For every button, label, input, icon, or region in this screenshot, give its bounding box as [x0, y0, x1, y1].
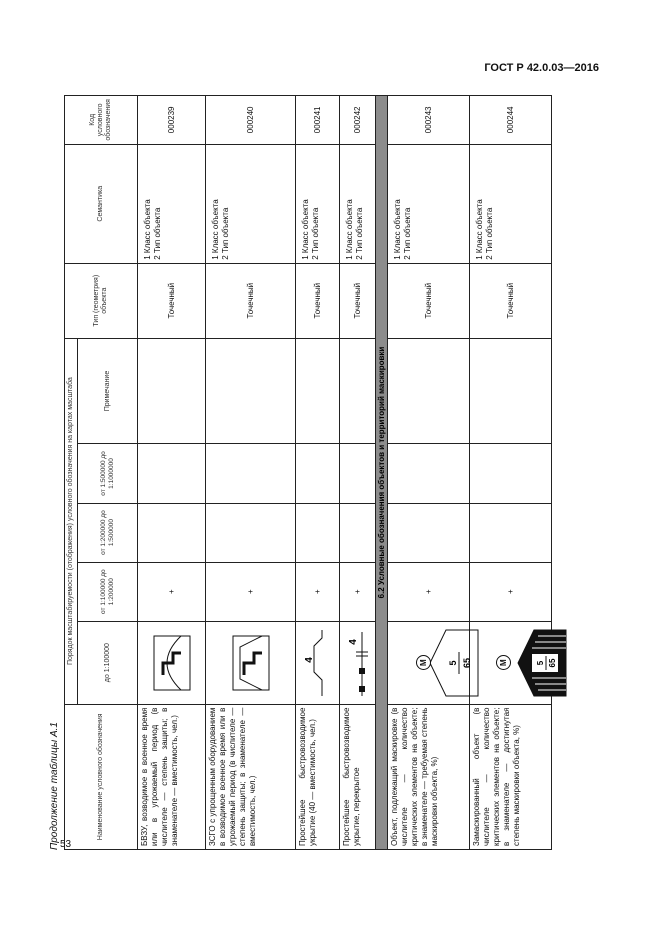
sem-line-1: 1 Класс объекта — [393, 199, 403, 260]
row-code: 000240 — [206, 96, 296, 145]
sem-line-2: 2 Тип объекта — [354, 207, 364, 260]
row-name: Замаскированный объект (в числителе — количество критических элементов на объекте; в знаменателе — достигнутая степень маскировки объекта, %) — [470, 704, 552, 849]
row-scale-4 — [470, 444, 552, 503]
header-note: Примечание — [78, 338, 138, 444]
row-type: Точечный — [206, 263, 296, 338]
symbol-camouflage-object — [388, 621, 470, 704]
row-note — [340, 338, 376, 444]
row-code: 000241 — [296, 96, 340, 145]
row-scale-2: + — [388, 562, 470, 621]
row-scale-2: + — [206, 562, 296, 621]
row-name: БВЗУ, возводимое в военное время или в угрожаемый период (в числителе — степень защиты; в знаменателе — вместимость, чел.) — [138, 704, 206, 849]
covered-shelter-icon — [346, 628, 370, 698]
row-semantics — [340, 144, 376, 263]
row-scale-2: + — [470, 562, 552, 621]
table-row — [388, 96, 470, 850]
header-scale-4: от 1:500000 до 1:1000000 — [78, 444, 138, 503]
mask-letter-icon: М — [496, 655, 511, 670]
simplified-shelter-icon — [230, 633, 272, 693]
table-row — [470, 96, 552, 850]
sem-line-2: 2 Тип объекта — [220, 207, 230, 260]
mask-letter-icon: М — [416, 655, 431, 670]
row-scale-3 — [296, 503, 340, 562]
row-note — [470, 338, 552, 444]
table-row — [138, 96, 206, 850]
row-semantics — [296, 144, 340, 263]
rotated-table-area — [49, 95, 604, 850]
row-type: Точечный — [470, 263, 552, 338]
row-scale-2: + — [340, 562, 376, 621]
numerator-label: 5 — [447, 660, 458, 666]
header-code: Код условного обозначения — [65, 96, 138, 145]
row-scale-4 — [340, 444, 376, 503]
row-scale-3 — [470, 503, 552, 562]
header-semantics: Семантика — [65, 144, 138, 263]
row-semantics — [470, 144, 552, 263]
sem-line-2: 2 Тип объекта — [484, 207, 494, 260]
symbol-covered-shelter — [340, 621, 376, 704]
row-name: Простейшее быстровозводимое укрытие (40 — вместимость, чел.) — [296, 704, 340, 849]
section-row — [376, 96, 388, 850]
section-title: 6.2 Условные обозначения объектов и территорий маскировки — [376, 96, 388, 850]
camouflaged-object-icon — [510, 626, 570, 700]
sem-line-2: 2 Тип объекта — [310, 207, 320, 260]
symbol-bvzu — [138, 621, 206, 704]
row-type: Точечный — [340, 263, 376, 338]
shelter-symbol-icon — [151, 633, 193, 693]
symbol-camouflaged-object — [470, 621, 557, 704]
table-row — [340, 96, 376, 850]
table-row — [296, 96, 340, 850]
mask-badge — [496, 625, 512, 701]
shelter-capacity-label: 4 — [347, 638, 359, 645]
row-scale-3 — [388, 503, 470, 562]
row-scale-3 — [206, 503, 296, 562]
row-scale-4 — [388, 444, 470, 503]
row-type: Точечный — [138, 263, 206, 338]
numerator-label: 5 — [535, 660, 545, 665]
row-name: Простейшее быстровозводимое укрытие, перекрытое — [340, 704, 376, 849]
page-number: 53 — [60, 839, 72, 850]
row-note — [388, 338, 470, 444]
row-name: ЗСГО с упрощенным оборудованием в возводимое военное время или в угрожаемый период (в числителе — степень защиты; в знаменателе — вместимость, чел.) — [206, 704, 296, 849]
row-scale-2: + — [296, 562, 340, 621]
trench-shelter-icon — [304, 628, 332, 698]
symbols-table — [64, 95, 557, 850]
header-name: Наименование условного обозначения — [65, 704, 138, 849]
sem-line-1: 1 Класс объекта — [211, 199, 221, 260]
row-scale-2: + — [138, 562, 206, 621]
standard-header: ГОСТ Р 42.0.03—2016 — [484, 62, 599, 74]
sem-line-1: 1 Класс объекта — [475, 199, 485, 260]
denominator-label: 65 — [461, 657, 472, 668]
header-scale-3: от 1:200000 до 1:500000 — [78, 503, 138, 562]
sem-line-1: 1 Класс объекта — [301, 199, 311, 260]
table-caption: Продолжение таблицы А.1 — [49, 722, 60, 850]
row-semantics — [388, 144, 470, 263]
row-name: Объект, подлежащий маскировке (в числителе — количество критических элементов на объекте; в знаменателе — требуемая степень маскировки объекта, %) — [388, 704, 470, 849]
denominator-label: 65 — [547, 658, 557, 668]
row-scale-3 — [340, 503, 376, 562]
row-note — [296, 338, 340, 444]
row-semantics — [138, 144, 206, 263]
row-scale-3 — [138, 503, 206, 562]
shelter-capacity-label: 4 — [303, 656, 315, 663]
row-scale-4 — [296, 444, 340, 503]
header-type: Тип (геометрия) объекта — [65, 263, 138, 338]
row-code: 000239 — [138, 96, 206, 145]
row-note — [206, 338, 296, 444]
header-scale-1: до 1:100000 — [78, 621, 138, 704]
row-note — [138, 338, 206, 444]
table-row — [206, 96, 296, 850]
header-row-1 — [65, 96, 78, 850]
sem-line-2: 2 Тип объекта — [152, 207, 162, 260]
row-scale-4 — [206, 444, 296, 503]
header-scale-2: от 1:100000 до 1:200000 — [78, 562, 138, 621]
row-type: Точечный — [296, 263, 340, 338]
row-scale-4 — [138, 444, 206, 503]
row-type: Точечный — [388, 263, 470, 338]
sem-line-2: 2 Тип объекта — [402, 207, 412, 260]
symbol-zsgo — [206, 621, 296, 704]
header-group: Порядок масштабируемости (отображения) условного обозначения на картах масштаба — [65, 338, 78, 704]
symbol-simple-shelter — [296, 621, 340, 704]
mask-badge — [416, 625, 432, 701]
row-code: 000244 — [470, 96, 552, 145]
sem-line-1: 1 Класс объекта — [143, 199, 153, 260]
sem-line-1: 1 Класс объекта — [345, 199, 355, 260]
row-semantics — [206, 144, 296, 263]
row-code: 000242 — [340, 96, 376, 145]
row-code: 000243 — [388, 96, 470, 145]
